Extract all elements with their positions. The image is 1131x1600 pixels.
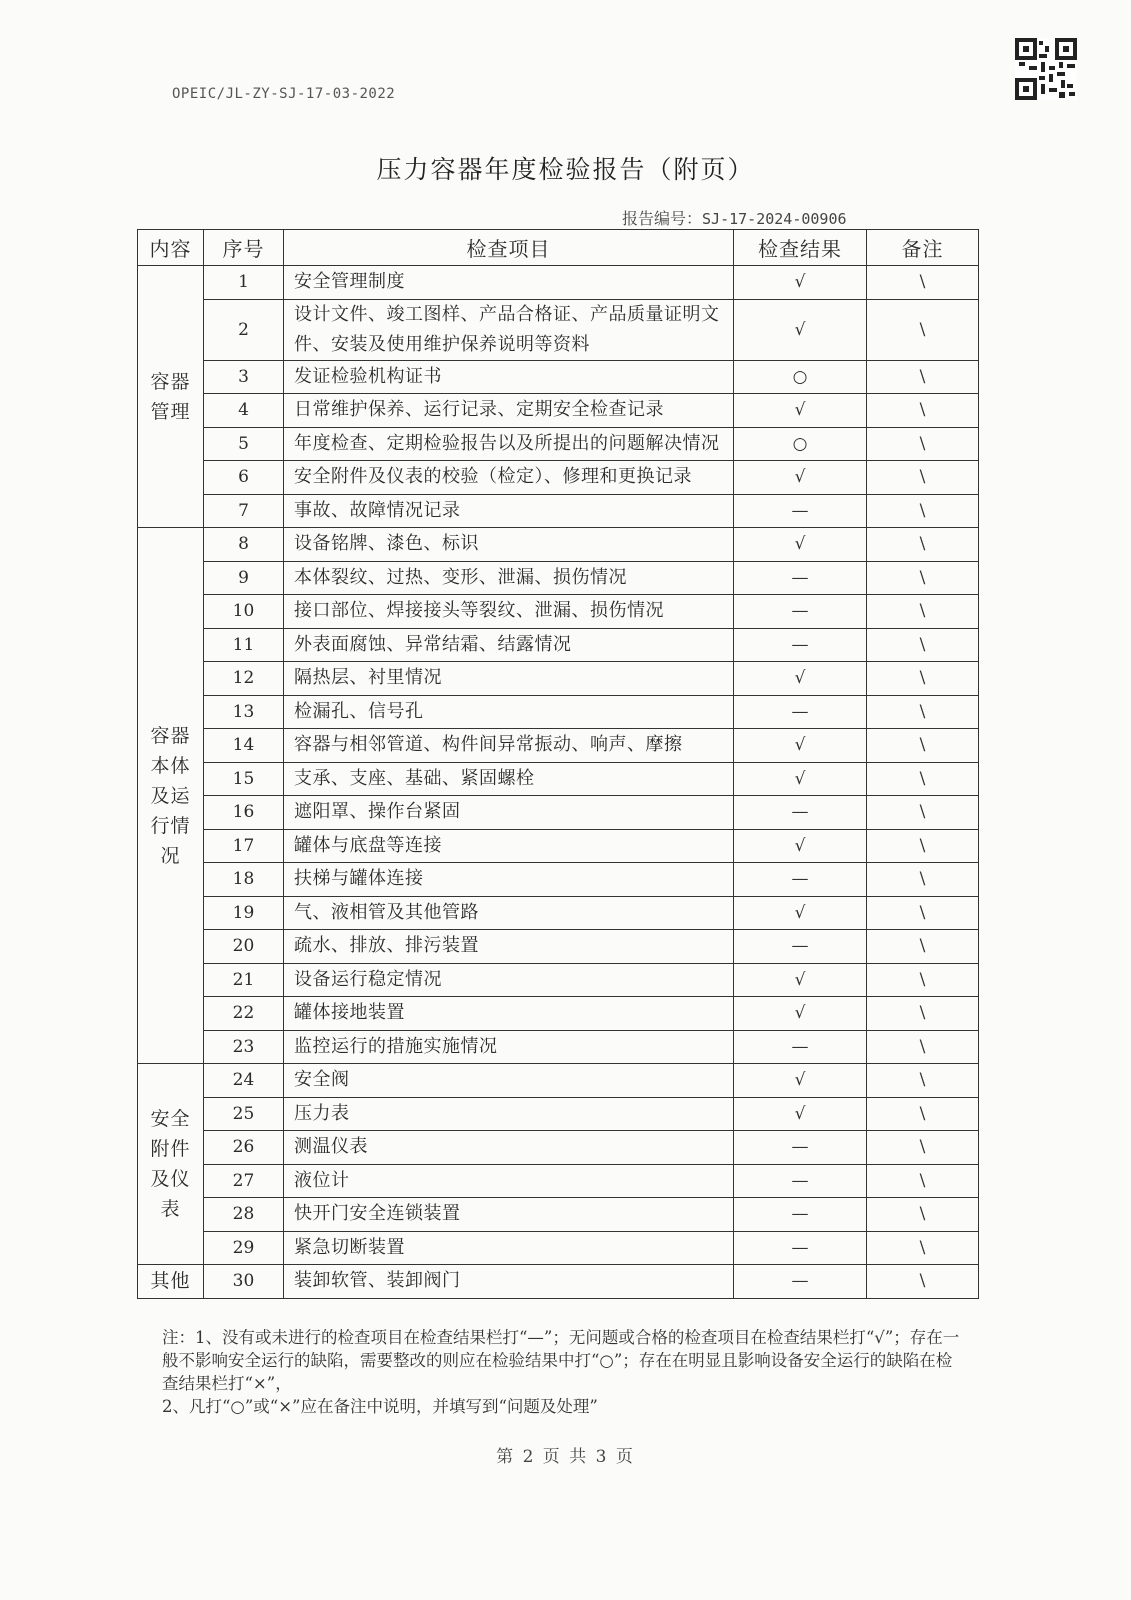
table-row <box>138 427 979 461</box>
table-row <box>138 1265 979 1299</box>
table-row <box>138 561 979 595</box>
remark-cell: \ <box>867 695 979 729</box>
item-cell: 安全附件及仪表的校验（检定）、修理和更换记录 <box>284 461 734 495</box>
remark-cell: \ <box>867 266 979 300</box>
result-cell: √ <box>734 1064 867 1098</box>
remark-cell: \ <box>867 662 979 696</box>
result-cell: — <box>734 863 867 897</box>
table-row <box>138 266 979 300</box>
section-label: 其他 <box>150 1270 191 1293</box>
remark-cell: \ <box>867 829 979 863</box>
table-row <box>138 963 979 997</box>
section-cell <box>138 1265 204 1299</box>
item-cell: 遮阳罩、操作台紧固 <box>284 796 734 830</box>
result-cell: √ <box>734 997 867 1031</box>
result-cell: — <box>734 1164 867 1198</box>
seq-cell: 9 <box>204 561 284 595</box>
seq-cell: 26 <box>204 1131 284 1165</box>
result-cell: — <box>734 695 867 729</box>
section-cell <box>138 528 204 1064</box>
report-number-label: 报告编号： <box>622 209 703 228</box>
table-row <box>138 1030 979 1064</box>
remark-cell: \ <box>867 394 979 428</box>
notes <box>162 1326 962 1418</box>
header-content: 内容 <box>138 230 204 266</box>
table-row <box>138 494 979 528</box>
seq-cell: 28 <box>204 1198 284 1232</box>
result-cell: √ <box>734 299 867 360</box>
result-cell: — <box>734 1231 867 1265</box>
remark-cell: \ <box>867 1164 979 1198</box>
remark-cell: \ <box>867 628 979 662</box>
table-row <box>138 1097 979 1131</box>
item-cell: 设备铭牌、漆色、标识 <box>284 528 734 562</box>
page-footer: 第 2 页 共 3 页 <box>496 1447 635 1467</box>
remark-cell: \ <box>867 762 979 796</box>
seq-cell: 3 <box>204 360 284 394</box>
item-cell: 气、液相管及其他管路 <box>284 896 734 930</box>
header-remark: 备注 <box>867 230 979 266</box>
item-cell: 装卸软管、装卸阀门 <box>284 1265 734 1299</box>
table-row <box>138 829 979 863</box>
item-cell: 年度检查、定期检验报告以及所提出的问题解决情况 <box>284 427 734 461</box>
seq-cell: 11 <box>204 628 284 662</box>
item-cell: 压力表 <box>284 1097 734 1131</box>
item-cell: 支承、支座、基础、紧固螺栓 <box>284 762 734 796</box>
remark-cell: \ <box>867 896 979 930</box>
table-row <box>138 1064 979 1098</box>
result-cell: √ <box>734 829 867 863</box>
result-cell: √ <box>734 1097 867 1131</box>
table-row <box>138 1164 979 1198</box>
remark-cell: \ <box>867 1064 979 1098</box>
inspection-table <box>137 229 979 1299</box>
item-cell: 事故、故障情况记录 <box>284 494 734 528</box>
item-cell: 本体裂纹、过热、变形、泄漏、损伤情况 <box>284 561 734 595</box>
remark-cell: \ <box>867 863 979 897</box>
seq-cell: 17 <box>204 829 284 863</box>
seq-cell: 7 <box>204 494 284 528</box>
result-cell: √ <box>734 662 867 696</box>
result-cell: — <box>734 561 867 595</box>
seq-cell: 5 <box>204 427 284 461</box>
seq-cell: 14 <box>204 729 284 763</box>
remark-cell: \ <box>867 1265 979 1299</box>
remark-cell: \ <box>867 461 979 495</box>
remark-cell: \ <box>867 729 979 763</box>
seq-cell: 29 <box>204 1231 284 1265</box>
table-row <box>138 360 979 394</box>
table-row <box>138 595 979 629</box>
section-label: 安全附件及仪表 <box>150 1108 191 1220</box>
remark-cell: \ <box>867 427 979 461</box>
result-cell: √ <box>734 528 867 562</box>
report-number-value: SJ-17-2024-00906 <box>702 210 847 228</box>
result-cell: — <box>734 1198 867 1232</box>
item-cell: 发证检验机构证书 <box>284 360 734 394</box>
remark-cell: \ <box>867 1030 979 1064</box>
item-cell: 日常维护保养、运行记录、定期安全检查记录 <box>284 394 734 428</box>
item-cell: 液位计 <box>284 1164 734 1198</box>
remark-cell: \ <box>867 1231 979 1265</box>
item-cell: 隔热层、衬里情况 <box>284 662 734 696</box>
remark-cell: \ <box>867 930 979 964</box>
table-row <box>138 394 979 428</box>
seq-cell: 12 <box>204 662 284 696</box>
report-number <box>622 206 847 229</box>
seq-cell: 30 <box>204 1265 284 1299</box>
note-2: 2、凡打“○”或“×”应在备注中说明，并填写到“问题及处理” <box>162 1397 598 1416</box>
seq-cell: 21 <box>204 963 284 997</box>
section-label: 容器本体及运行情况 <box>150 724 191 867</box>
header-item: 检查项目 <box>284 230 734 266</box>
result-cell: √ <box>734 266 867 300</box>
remark-cell: \ <box>867 528 979 562</box>
seq-cell: 1 <box>204 266 284 300</box>
remark-cell: \ <box>867 1131 979 1165</box>
section-label: 容器管理 <box>150 370 191 423</box>
table-row <box>138 863 979 897</box>
table-row <box>138 528 979 562</box>
result-cell: √ <box>734 963 867 997</box>
table-row <box>138 729 979 763</box>
page-title: 压力容器年度检验报告（附页） <box>376 155 755 184</box>
remark-cell: \ <box>867 796 979 830</box>
table-row <box>138 1131 979 1165</box>
seq-cell: 24 <box>204 1064 284 1098</box>
result-cell: √ <box>734 896 867 930</box>
seq-cell: 8 <box>204 528 284 562</box>
seq-cell: 22 <box>204 997 284 1031</box>
remark-cell: \ <box>867 561 979 595</box>
item-cell: 容器与相邻管道、构件间异常振动、响声、摩擦 <box>284 729 734 763</box>
result-cell: — <box>734 595 867 629</box>
result-cell: ○ <box>734 360 867 394</box>
seq-cell: 15 <box>204 762 284 796</box>
remark-cell: \ <box>867 1097 979 1131</box>
seq-cell: 6 <box>204 461 284 495</box>
seq-cell: 20 <box>204 930 284 964</box>
table-row <box>138 796 979 830</box>
item-cell: 罐体接地装置 <box>284 997 734 1031</box>
result-cell: √ <box>734 461 867 495</box>
seq-cell: 16 <box>204 796 284 830</box>
result-cell: — <box>734 1131 867 1165</box>
seq-cell: 10 <box>204 595 284 629</box>
table-row <box>138 628 979 662</box>
seq-cell: 25 <box>204 1097 284 1131</box>
result-cell: √ <box>734 762 867 796</box>
table-row <box>138 299 979 360</box>
seq-cell: 19 <box>204 896 284 930</box>
seq-cell: 27 <box>204 1164 284 1198</box>
item-cell: 紧急切断装置 <box>284 1231 734 1265</box>
seq-cell: 2 <box>204 299 284 360</box>
result-cell: — <box>734 1265 867 1299</box>
table-row <box>138 662 979 696</box>
item-cell: 监控运行的措施实施情况 <box>284 1030 734 1064</box>
remark-cell: \ <box>867 595 979 629</box>
result-cell: √ <box>734 729 867 763</box>
item-cell: 设计文件、竣工图样、产品合格证、产品质量证明文件、安装及使用维护保养说明等资料 <box>284 299 734 360</box>
remark-cell: \ <box>867 494 979 528</box>
seq-cell: 13 <box>204 695 284 729</box>
remark-cell: \ <box>867 360 979 394</box>
item-cell: 疏水、排放、排污装置 <box>284 930 734 964</box>
item-cell: 检漏孔、信号孔 <box>284 695 734 729</box>
item-cell: 快开门安全连锁装置 <box>284 1198 734 1232</box>
table-row <box>138 930 979 964</box>
item-cell: 设备运行稳定情况 <box>284 963 734 997</box>
item-cell: 罐体与底盘等连接 <box>284 829 734 863</box>
result-cell: ○ <box>734 427 867 461</box>
remark-cell: \ <box>867 299 979 360</box>
table-row <box>138 762 979 796</box>
result-cell: — <box>734 1030 867 1064</box>
item-cell: 测温仪表 <box>284 1131 734 1165</box>
header-result: 检查结果 <box>734 230 867 266</box>
table-row <box>138 997 979 1031</box>
item-cell: 安全管理制度 <box>284 266 734 300</box>
section-cell <box>138 1064 204 1265</box>
table-row <box>138 1198 979 1232</box>
seq-cell: 4 <box>204 394 284 428</box>
result-cell: — <box>734 494 867 528</box>
result-cell: — <box>734 796 867 830</box>
table-row <box>138 896 979 930</box>
remark-cell: \ <box>867 997 979 1031</box>
item-cell: 接口部位、焊接接头等裂纹、泄漏、损伤情况 <box>284 595 734 629</box>
result-cell: — <box>734 628 867 662</box>
table-row <box>138 695 979 729</box>
result-cell: — <box>734 930 867 964</box>
remark-cell: \ <box>867 1198 979 1232</box>
item-cell: 外表面腐蚀、异常结霜、结露情况 <box>284 628 734 662</box>
remark-cell: \ <box>867 963 979 997</box>
table-header-row <box>138 230 979 266</box>
seq-cell: 18 <box>204 863 284 897</box>
item-cell: 安全阀 <box>284 1064 734 1098</box>
note-1: 注：1、没有或未进行的检查项目在检查结果栏打“—”；无问题或合格的检查项目在检查结果栏打“√”；存在一般不影响安全运行的缺陷，需要整改的则应在检验结果中打“○”；存在在明显且影响设备安全运行的缺陷在检查结果栏打“×”， <box>162 1328 960 1393</box>
seq-cell: 23 <box>204 1030 284 1064</box>
header-seq: 序号 <box>204 230 284 266</box>
table-row <box>138 461 979 495</box>
document-code: OPEIC/JL-ZY-SJ-17-03-2022 <box>172 86 396 102</box>
table-row <box>138 1231 979 1265</box>
result-cell: √ <box>734 394 867 428</box>
section-cell <box>138 266 204 528</box>
item-cell: 扶梯与罐体连接 <box>284 863 734 897</box>
qr-code-icon <box>1015 38 1077 100</box>
